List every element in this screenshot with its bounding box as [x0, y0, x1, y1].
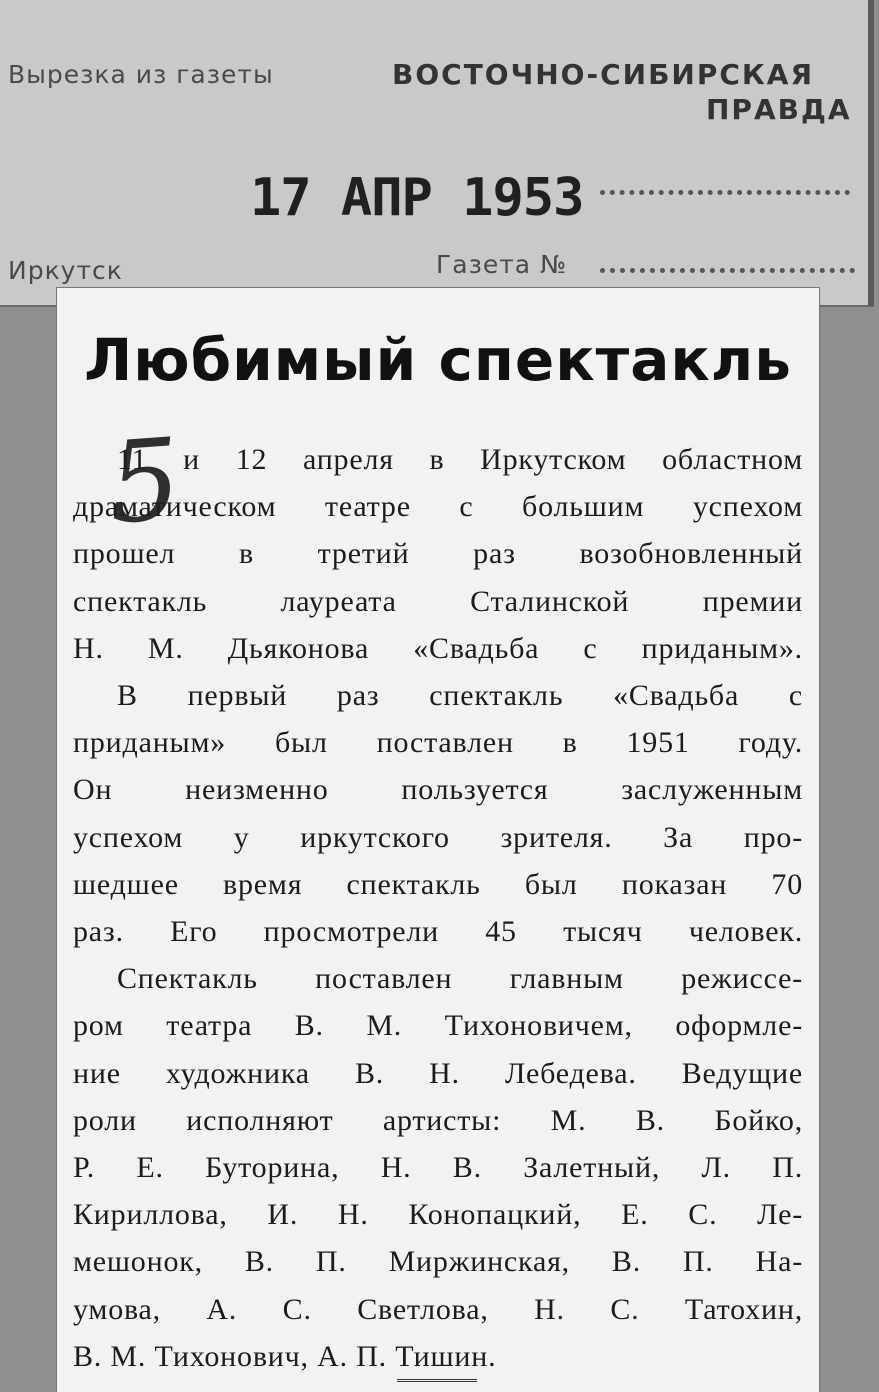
article-line: драматическом театре с большим успехом — [73, 490, 803, 524]
article-line: 11 и 12 апреля в Иркутском областном — [117, 443, 803, 476]
article-line: раз. Его просмотрели 45 тысяч человек. — [73, 915, 803, 949]
clipping-label: Вырезка из газеты — [8, 60, 274, 89]
article-line: спектакль лауреата Сталинской премии — [73, 584, 803, 618]
clipping-form-slip — [0, 0, 874, 307]
article-line: прошел в третий раз возобновленный — [73, 537, 803, 571]
article-body — [73, 436, 803, 1380]
article-line: Кириллова, И. Н. Конопацкий, Е. С. Ле- — [73, 1198, 803, 1232]
newspaper-clipping — [57, 288, 819, 1392]
paragraph-2 — [73, 672, 803, 955]
city-label: Иркутск — [8, 256, 123, 285]
article-headline: Любимый спектакль — [84, 326, 792, 394]
article-line: ром театра В. М. Тихоновичем, оформле- — [73, 1009, 803, 1043]
date-stamp: 17 АПР 1953 — [250, 168, 584, 228]
article-line: умова, А. С. Светлова, Н. С. Татохин, — [73, 1292, 803, 1326]
newspaper-name-line1: ВОСТОЧНО-СИБИРСКАЯ — [392, 58, 815, 91]
date-dotted-line — [600, 190, 850, 195]
article-line: Спектакль поставлен главным режиссе- — [117, 962, 803, 996]
handwritten-number-mark: 5 — [104, 414, 185, 550]
newspaper-name-line2: ПРАВДА — [706, 93, 852, 126]
article-line: приданым» был поставлен в 1951 году. — [73, 726, 803, 760]
article-line: В первый раз спектакль «Свадьба с — [117, 679, 803, 713]
article-line: мешонок, В. П. Миржинская, В. П. На- — [73, 1245, 803, 1279]
article-line: Он неизменно пользуется заслуженным — [73, 773, 803, 807]
article-line: Н. М. Дьяконова «Свадьба с приданым». — [73, 631, 803, 665]
issue-dotted-line — [600, 268, 855, 273]
paragraph-3 — [73, 955, 803, 1380]
article-line: успехом у иркутского зрителя. За про- — [73, 820, 803, 854]
article-line: Р. Е. Буторина, Н. В. Залетный, Л. П. — [73, 1151, 803, 1185]
paragraph-1 — [73, 436, 803, 672]
article-line: В. М. Тихонович, А. П. Тишин. — [73, 1339, 497, 1373]
article-line: ние художника В. Н. Лебедева. Ведущие — [73, 1056, 803, 1090]
issue-label: Газета № — [436, 250, 568, 279]
article-line: шедшее время спектакль был показан 70 — [73, 867, 803, 901]
closing-rule — [397, 1379, 477, 1382]
article-line: роли исполняют артисты: М. В. Бойко, — [73, 1103, 803, 1137]
